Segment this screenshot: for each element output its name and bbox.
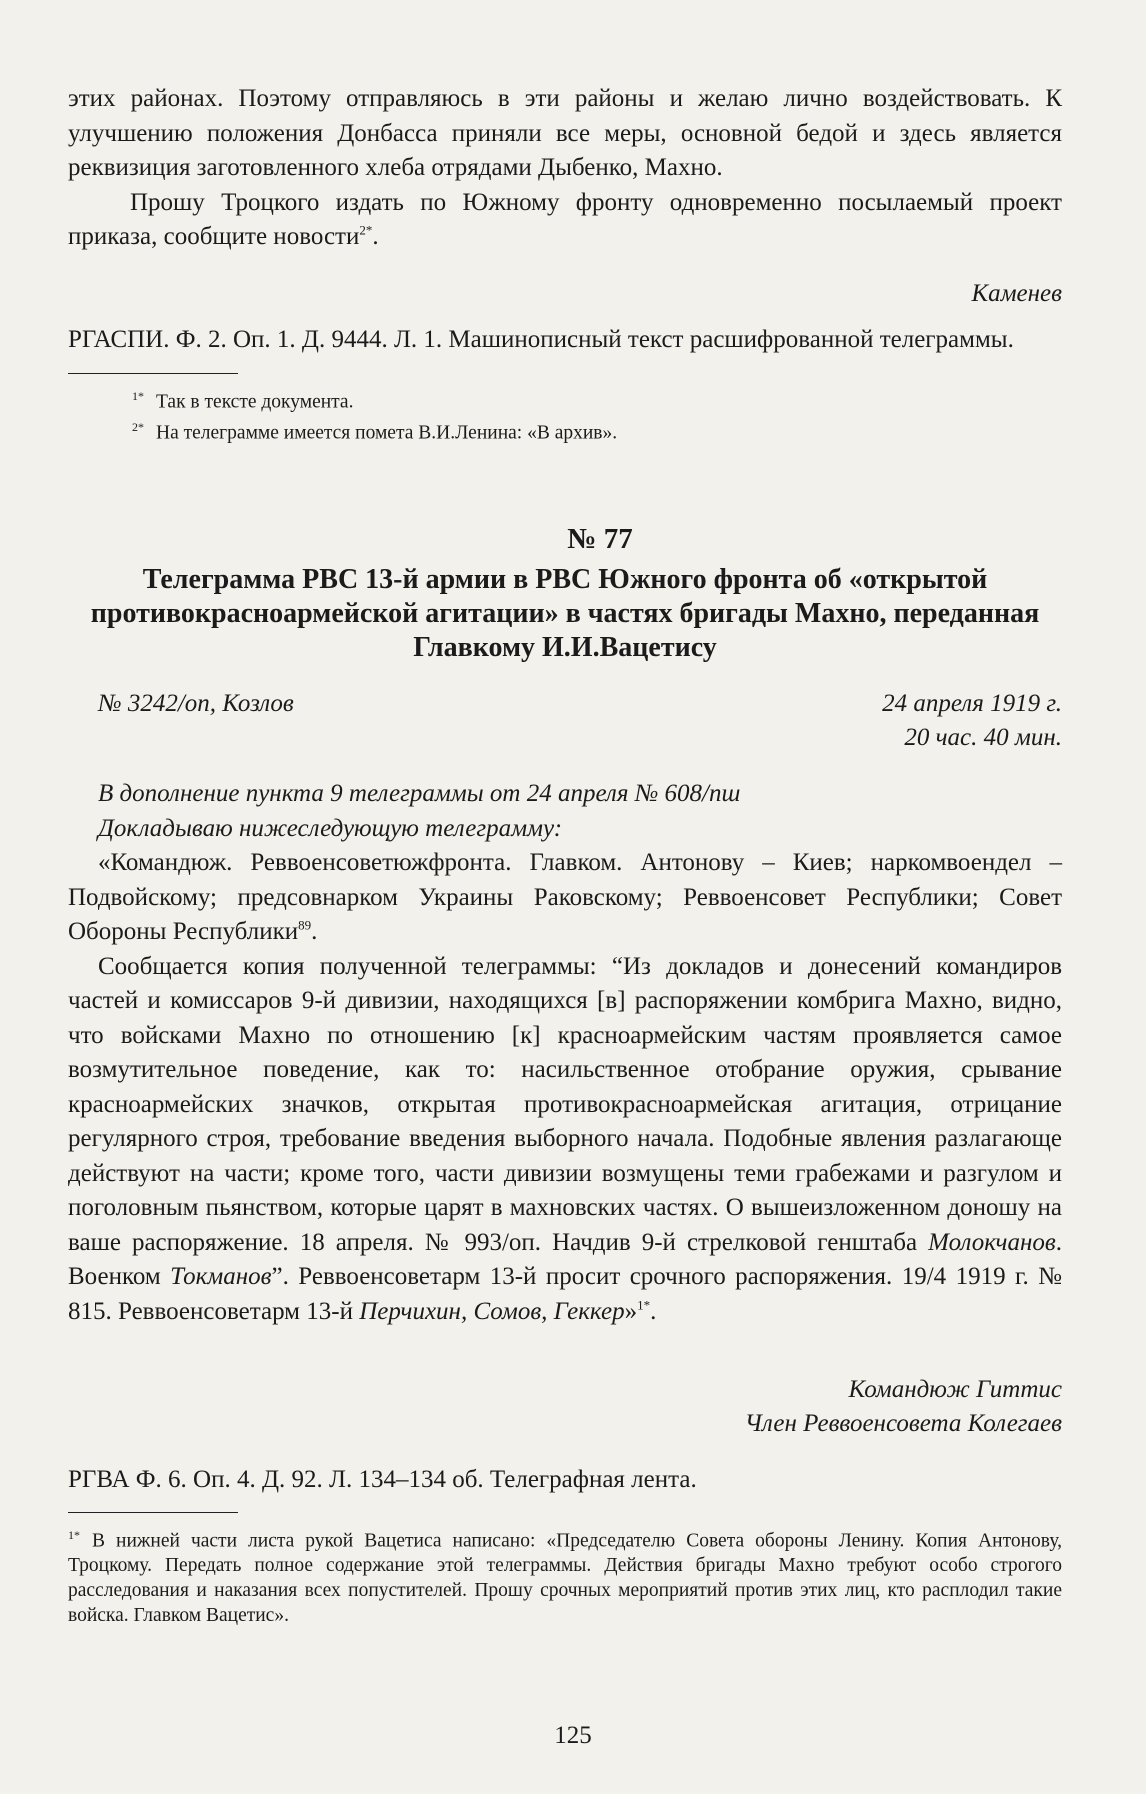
- continuation-paragraph: этих районах. Поэтому отправляюсь в эти районы и желаю лично воздействовать. К улучшению положения Донбасса приняли все меры, основной бедой и здесь является реквизиция заготовленного хлеба отрядами Дыбенко, Махно.: [68, 85, 1062, 181]
- telegram-body: Сообщается копия полученной телеграммы: “Из докладов и донесений командиров частей и комиссаров 9-й дивизии, находящихся [в] распоряжении комбрига Махно, видно, что войсками Махно по отношению [к] красноармейским частям проявляется самое возмутительное поведение, как то: насильственное отобрание оружия, срывание красноармейских значков, открытая противокрасноармейская агитация, отрицание регулярного строя, требование введения выборного начала. Подобные явления разлагающе действуют на части; кроме того, части дивизии возмущены теми грабежами и разгулом и поголовным пьянством, которые царят в махновских частях. О вышеизложенном доношу на ваше распоряжение. 18 апреля. № 993/оп. Начдив 9-й стрелковой генштаба Молокчанов. Военком Токманов”. Реввоенсоветарм 13-й просит срочного распоряжения. 19/4 1919 г. № 815. Реввоенсоветарм 13-й Перчихин, Сомов, Геккер»$^{1*}$.: [68, 952, 1062, 1325]
- request-text: Прошу Троцкого издать по Южному фронту одновременно посылаемый проект приказа, сообщите новости: [68, 188, 1062, 250]
- footnote-mark: 1*: [132, 389, 144, 403]
- footnote-ref: 89: [298, 917, 312, 933]
- request-paragraph: Прошу Троцкого издать по Южному фронту одновременно посылаемый проект приказа, сообщите новости$^{2*}$.: [68, 188, 1062, 250]
- footnote-mark: 2*: [132, 419, 144, 434]
- document-number: № 77: [567, 523, 633, 555]
- document-meta: [68, 687, 1062, 755]
- document-title: Телеграмма РВС 13-й армии в РВС Южного фронта об «открытой противокрасноармейской агитации» в частях бригады Махно, переданная Главкому И.И.Вацетису: [90, 564, 1040, 663]
- signature-kamenev: Каменев: [971, 279, 1062, 307]
- page-number: 125: [554, 1722, 592, 1749]
- footnote-1: $^{1*}$ Так в тексте документа.: [132, 389, 354, 413]
- intro-line-1: В дополнение пункта 9 телеграммы от 24 апреля № 608/пш: [98, 780, 741, 807]
- archive-source: РГАСПИ. Ф. 2. Оп. 1. Д. 9444. Л. 1. Машинописный текст расшифрованной телеграммы.: [68, 325, 1014, 353]
- footnote-divider-2: [68, 1512, 238, 1513]
- signature-kolegaev: Член Реввоенсовета Колегаев: [744, 1410, 1062, 1437]
- footnote-bottom: $^{1*}$ В нижней части листа рукой Вацетиса написано: «Председателю Совета обороны Ленину. Копия Антонову, Троцкому. Передать полное содержание этой телеграммы. Действия бригады Махно требуют особо строгого расследования и наказания всех попустителей. Прошу срочных мероприятий против этих лиц, кто расплодил такие войска. Главком Вацетис».: [68, 1527, 1062, 1626]
- footnote-divider: [68, 373, 238, 374]
- archive-source-2: РГВА Ф. 6. Оп. 4. Д. 92. Л. 134–134 об. Телеграфная лента.: [68, 1466, 697, 1493]
- footnote-ref: 2*: [359, 222, 373, 238]
- signature-gittis: Командюж Гиттис: [848, 1376, 1062, 1403]
- telegram-address: «Командюж. Реввоенсоветюжфронта. Главком. Антонову – Киев; наркомвоендел – Подвойскому; предсовнарком Украины Раковскому; Реввоенсовет Республики; Совет Обороны Республики$^{89}$.: [68, 849, 1062, 945]
- document-date: 24 апреля 1919 г. 20 час. 40 мин.: [882, 690, 1062, 751]
- intro-line-2: Докладываю нижеследующую телеграмму:: [98, 814, 563, 842]
- footnote-mark: 1*: [68, 1527, 80, 1542]
- footnote-2: $^{2*}$ На телеграмме имеется помета В.И.Ленина: «В архив».: [132, 419, 618, 443]
- footnote-ref: 1*: [637, 1297, 651, 1313]
- document-reference: № 3242/оп, Козлов: [98, 690, 294, 717]
